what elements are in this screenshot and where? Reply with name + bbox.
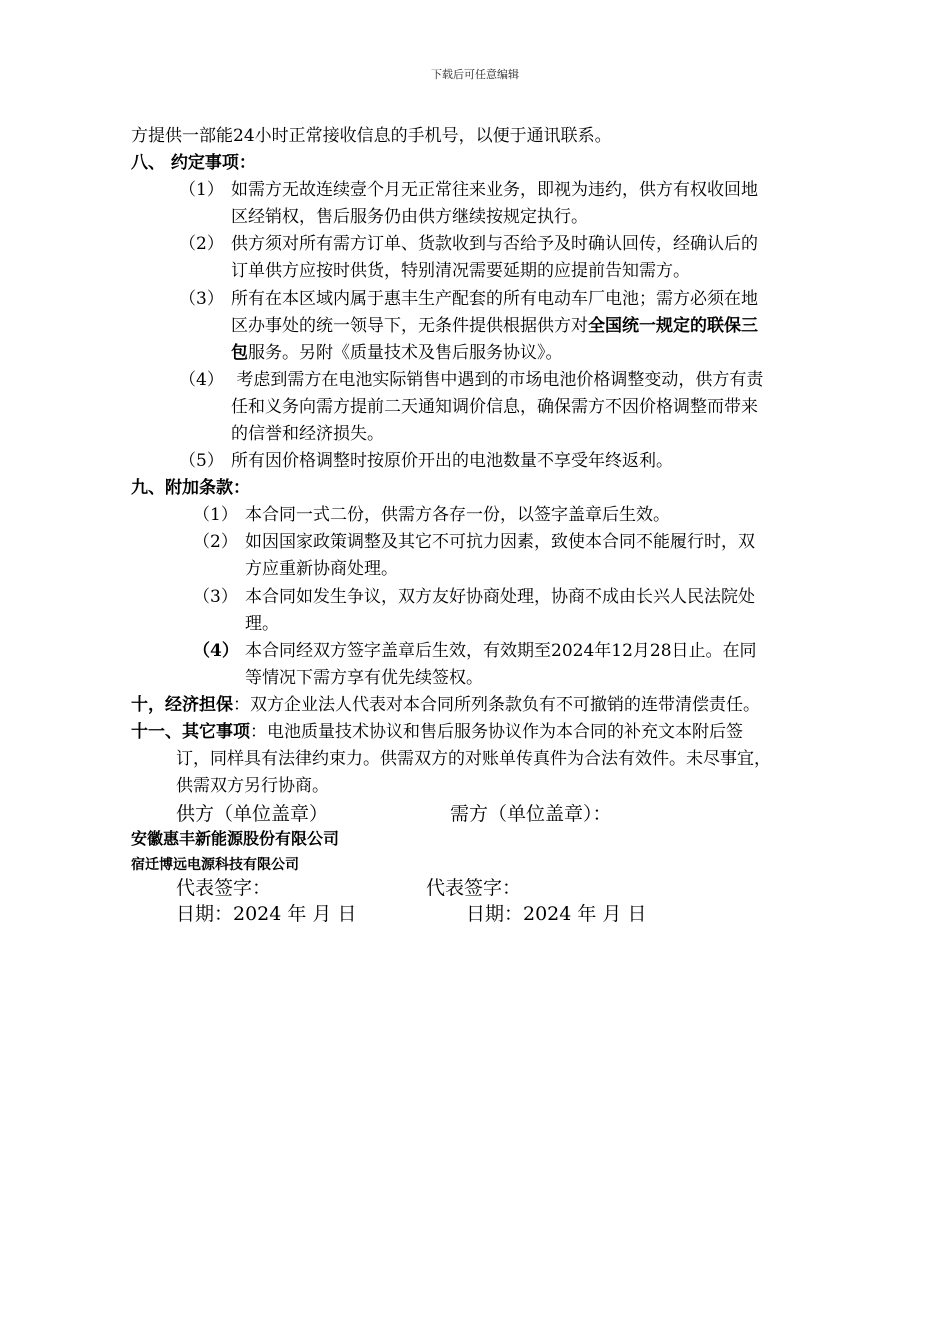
item-text: 所有在本区域内属于惠丰生产配套的所有电动车厂电池；需方必须在地 [231,289,758,309]
list-item [179,368,763,392]
section-9-title: 九、附加条款： [131,478,250,498]
item-number: （2） [179,234,224,254]
buyer-rep-label: 代表签字： [426,877,522,899]
list-item [179,287,758,311]
item-text-cont: 等情况下需方享有优先续签权。 [245,668,483,688]
section-11-text: ：电池质量技术协议和售后服务协议作为本合同的补充文本附后签 [250,722,743,742]
item-text: 如需方无故连续壹个月无正常往来业务，即视为违约，供方有权收回地 [231,180,758,200]
supplier-company: 安徽惠丰新能源股份有限公司 [131,829,340,848]
supplier-date: 日期：2024 年 月 日 [176,903,357,925]
item-text: 如因国家政策调整及其它不可抗力因素，致使本合同不能履行时，双 [245,532,755,552]
item-number: （4） [193,641,239,661]
section-10-title: 十，经济担保 [131,695,233,715]
list-item [193,639,757,663]
item-text-cont [231,341,563,365]
section-8-title: 八、 约定事项： [131,153,256,173]
buyer-company: 宿迁博远电源科技有限公司 [131,857,299,873]
supplier-seal-label: 供方（单位盖章） [176,803,329,825]
section-11 [131,720,743,744]
item-number: （2） [193,532,238,552]
item-text: 供方须对所有需方订单、货款收到与否给予及时确认回传，经确认后的 [231,234,758,254]
item-number: （3） [179,289,224,309]
list-item [179,232,758,256]
item-text-cont: 方应重新协商处理。 [245,559,398,579]
item-text-plain: 服务。另附《质量技术及售后服务协议》。 [248,343,563,363]
item-number: （1） [193,505,238,525]
section-10 [131,693,760,717]
item-text: 本合同经双方签字盖章后生效，有效期至2024年12月28日止。在同 [245,641,757,661]
list-item [193,503,670,527]
item-text-cont: 理。 [245,614,279,634]
list-item [179,449,673,473]
item-text-cont: 区经销权，售后服务仍由供方继续按规定执行。 [231,207,588,227]
section-10-text: ：双方企业法人代表对本合同所列条款负有不可撤销的连带清偿责任。 [233,695,760,715]
item-text: 所有因价格调整时按原价开出的电池数量不享受年终返利。 [231,451,673,471]
item-text: 本合同一式二份，供需方各存一份，以签字盖章后生效。 [245,505,670,525]
list-item [193,530,755,554]
section-11-text-cont: 供需双方另行协商。 [176,776,329,796]
intro-line: 方提供一部能24小时正常接收信息的手机号，以便于通讯联系。 [131,126,612,146]
section-11-text-cont: 订，同样具有法律约束力。供需双方的对账单传真件为合法有效件。未尽事宜， [176,749,771,769]
page-header: 下载后可任意编辑 [431,68,519,81]
item-text-cont: 的信誉和经济损失。 [231,424,384,444]
item-number: （4） [179,370,224,390]
item-text: 本合同如发生争议，双方友好协商处理，协商不成由长兴人民法院处 [245,587,755,607]
section-11-title: 十一、其它事项 [131,722,250,742]
item-text-cont [231,314,758,338]
list-item [179,178,758,202]
item-number: （3） [193,587,238,607]
item-text-bold: 包 [231,343,248,363]
item-text: 考虑到需方在电池实际销售中遇到的市场电池价格调整变动，供方有责 [231,370,764,390]
item-text-bold: 全国统一规定的联保三 [588,316,758,336]
buyer-date: 日期：2024 年 月 日 [466,903,647,925]
buyer-seal-label: 需方（单位盖章）： [450,803,612,825]
item-number: （5） [179,451,224,471]
item-text-cont: 任和义务向需方提前二天通知调价信息，确保需方不因价格调整而带来 [231,397,758,417]
item-number: （1） [179,180,224,200]
item-text-cont: 订单供方应按时供货，特别清况需要延期的应提前告知需方。 [231,261,690,281]
item-text-plain: 区办事处的统一领导下，无条件提供根据供方对 [231,316,588,336]
supplier-rep-label: 代表签字： [176,877,272,899]
list-item [193,585,755,609]
